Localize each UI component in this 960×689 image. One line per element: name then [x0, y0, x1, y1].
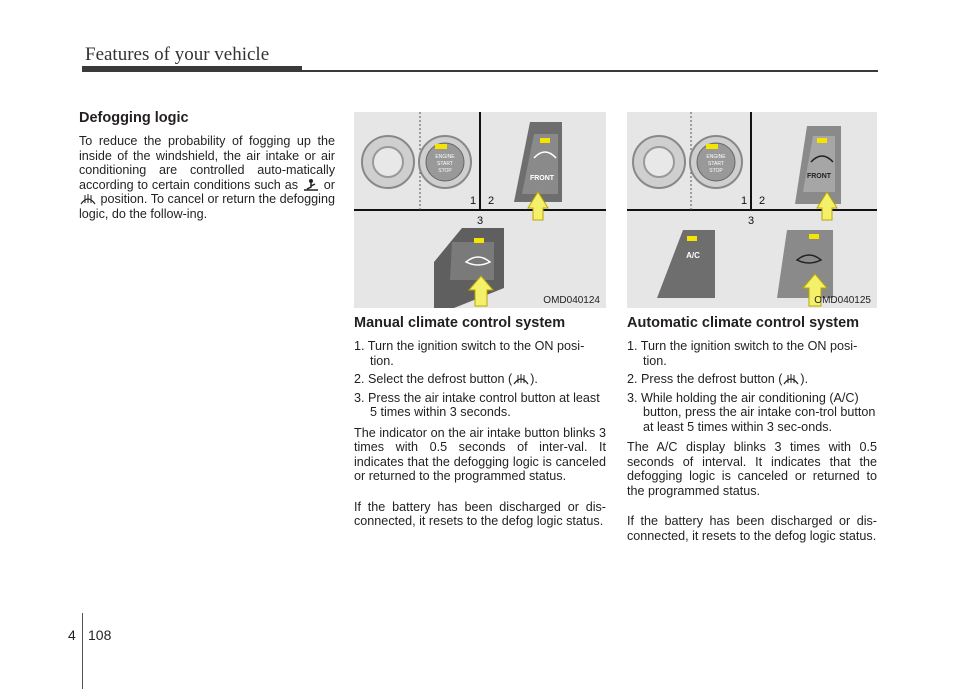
engine-button-line1: ENGINE — [435, 154, 455, 160]
manual-climate-section — [354, 315, 606, 545]
automatic-climate-section — [627, 315, 877, 559]
manual-para-2: If the battery has been discharged or dis-connected, it resets to the defog logic status. — [354, 499, 606, 528]
defogging-logic-text — [79, 134, 335, 221]
floor-defrost-mode-icon — [302, 178, 320, 192]
manual-step-2 — [354, 372, 606, 387]
automatic-climate-heading: Automatic climate control system — [627, 315, 860, 331]
manual-steps — [354, 339, 606, 420]
defog-text-part1: To reduce the probability of fogging up the inside of the windshield, the air intake or air conditioning are controlled auto-matically according to certain conditions such as — [79, 134, 335, 192]
auto-step-1: 1. Turn the ignition switch to the ON posi-tion. — [627, 339, 858, 368]
header-bar — [82, 66, 302, 72]
manual-step-2-text: 2. Select the defrost button ( — [354, 372, 513, 386]
defrost-icon — [79, 192, 97, 206]
manual-step-1: 1. Turn the ignition switch to the ON posi-tion. — [354, 339, 585, 368]
label-1: 1 — [741, 195, 748, 207]
defogging-logic-section — [79, 110, 335, 221]
automatic-climate-illustration — [627, 112, 877, 308]
manual-step-2-end: ). — [530, 372, 538, 386]
engine-button-line2: START — [437, 161, 453, 167]
footer-rule — [82, 613, 83, 689]
manual-climate-illustration — [354, 112, 606, 308]
label-3: 3 — [748, 215, 755, 227]
auto-step-3: 3. While holding the air conditioning (A/C) button, press the air intake con-trol button at least 5 times within 3 sec-onds. — [627, 390, 876, 434]
section-number: 4 — [68, 627, 76, 643]
automatic-steps — [627, 339, 877, 434]
defog-text-part3: position. To cancel or return the defogging logic, do the follow-ing. — [79, 192, 335, 221]
label-2: 2 — [488, 195, 495, 207]
figure-code: OMD040125 — [814, 295, 871, 306]
ac-label: A/C — [686, 251, 700, 260]
engine-button-line3: STOP — [438, 168, 452, 174]
defrost-icon — [782, 372, 800, 386]
label-2: 2 — [759, 195, 766, 207]
page-number: 108 — [88, 627, 112, 643]
defogging-logic-heading: Defogging logic — [79, 110, 189, 126]
manual-climate-heading: Manual climate control system — [354, 315, 566, 331]
auto-para-1: The A/C display blinks 3 times with 0.5 seconds of interval. It indicates that the defogging logic is canceled or returned to the programmed status. — [627, 440, 877, 498]
front-label: FRONT — [529, 175, 555, 182]
manual-climate-figure — [354, 112, 606, 308]
automatic-climate-figure — [627, 112, 877, 308]
auto-para-2: If the battery has been discharged or dis-connected, it resets to the defog logic status. — [627, 514, 877, 543]
page-header-title: Features of your vehicle — [85, 44, 270, 65]
defrost-icon — [512, 372, 530, 386]
auto-step-2 — [627, 372, 877, 387]
label-3: 3 — [477, 215, 484, 227]
engine-button-line2: START — [708, 161, 724, 167]
header-rule — [300, 70, 878, 72]
figure-code: OMD040124 — [543, 295, 600, 306]
label-1: 1 — [470, 195, 477, 207]
engine-button-line3: STOP — [709, 168, 723, 174]
auto-step-2-text: 2. Press the defrost button ( — [627, 372, 783, 386]
auto-step-2-end: ). — [800, 372, 809, 386]
manual-para-1: The indicator on the air intake button blinks 3 times with 0.5 seconds of inter-val. It indicates that the defogging logic is canceled or returned to the programmed status. — [354, 425, 606, 483]
front-label: FRONT — [806, 173, 832, 180]
defog-text-part2: or — [319, 177, 336, 192]
manual-step-3: 3. Press the air intake control button at least 5 times within 3 seconds. — [354, 390, 600, 419]
engine-button-line1: ENGINE — [706, 154, 726, 160]
